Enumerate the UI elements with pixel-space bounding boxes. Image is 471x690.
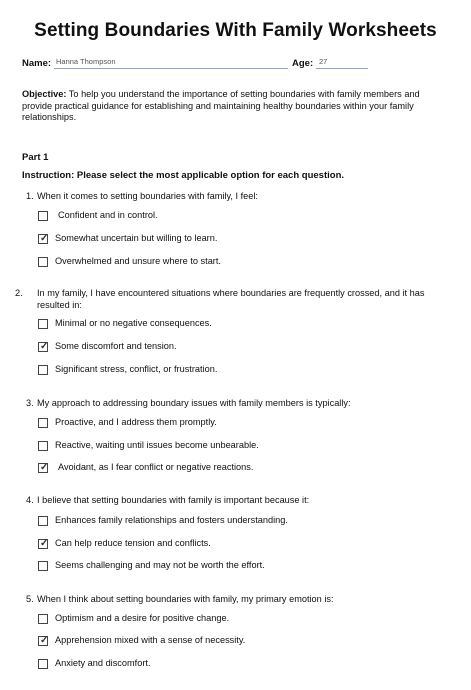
objective-text: To help you understand the importance of setting boundaries with family members and provide practical guidance for establishing and maintaining healthy boundaries within your family relationships.: [22, 89, 420, 122]
objective-paragraph: [22, 89, 452, 124]
page-title: Setting Boundaries With Family Worksheets: [34, 20, 437, 41]
question-5: [26, 594, 446, 606]
question-text: When it comes to setting boundaries with family, I feel:: [37, 191, 258, 201]
checkbox[interactable]: [38, 659, 48, 669]
option-label: Can help reduce tension and conflicts.: [55, 538, 211, 548]
checkbox[interactable]: [38, 636, 48, 646]
option-label: Overwhelmed and unsure where to start.: [55, 256, 221, 266]
checkbox[interactable]: [38, 319, 48, 329]
question-text: I believe that setting boundaries with family is important because it:: [37, 495, 310, 505]
age-value[interactable]: 27: [319, 57, 328, 66]
question-number: 2.: [15, 288, 23, 298]
option-label: Significant stress, conflict, or frustration.: [55, 364, 218, 374]
question-2: [15, 288, 457, 311]
checkbox[interactable]: [38, 441, 48, 451]
age-field[interactable]: [316, 68, 368, 69]
objective-label: Objective:: [22, 89, 67, 99]
checkmark-icon: ✓: [40, 233, 49, 244]
instruction: Instruction: Please select the most applicable option for each question.: [22, 170, 345, 181]
question-1: [26, 191, 446, 203]
question-number: 1.: [26, 191, 34, 201]
checkmark-icon: ✓: [40, 635, 49, 646]
checkmark-icon: ✓: [40, 462, 49, 473]
checkbox[interactable]: [38, 211, 48, 221]
checkbox[interactable]: [38, 463, 48, 473]
checkbox[interactable]: [38, 539, 48, 549]
option-label: Avoidant, as I fear conflict or negative reactions.: [58, 462, 254, 472]
option-label: Optimism and a desire for positive change.: [55, 613, 230, 623]
checkbox[interactable]: [38, 342, 48, 352]
checkbox[interactable]: [38, 257, 48, 267]
option-label: Anxiety and discomfort.: [55, 658, 151, 668]
option-label: Reactive, waiting until issues become unbearable.: [55, 440, 259, 450]
checkbox[interactable]: [38, 516, 48, 526]
option-label: Apprehension mixed with a sense of necessity.: [55, 635, 246, 645]
name-value[interactable]: Hanna Thompson: [56, 57, 116, 66]
option-label: Somewhat uncertain but willing to learn.: [55, 233, 218, 243]
age-label: Age:: [292, 58, 314, 69]
name-label: Name:: [22, 58, 52, 69]
option-label: Confident and in control.: [58, 210, 158, 220]
checkbox[interactable]: [38, 561, 48, 571]
checkmark-icon: ✓: [40, 538, 49, 549]
question-number: 4.: [26, 495, 34, 505]
option-label: Some discomfort and tension.: [55, 341, 177, 351]
option-label: Proactive, and I address them promptly.: [55, 417, 217, 427]
checkbox[interactable]: [38, 365, 48, 375]
question-text: My approach to addressing boundary issues with family members is typically:: [37, 398, 351, 408]
checkbox[interactable]: [38, 234, 48, 244]
question-text: In my family, I have encountered situations where boundaries are frequently crossed, and it has resulted in:: [37, 288, 425, 310]
question-3: [26, 398, 446, 410]
option-label: Enhances family relationships and fosters understanding.: [55, 515, 288, 525]
question-number: 5.: [26, 594, 34, 604]
option-label: Minimal or no negative consequences.: [55, 318, 212, 328]
question-4: [26, 495, 446, 507]
option-label: Seems challenging and may not be worth the effort.: [55, 560, 265, 570]
checkbox[interactable]: [38, 614, 48, 624]
checkmark-icon: ✓: [40, 341, 49, 352]
question-text: When I think about setting boundaries with family, my primary emotion is:: [37, 594, 334, 604]
question-number: 3.: [26, 398, 34, 408]
name-field[interactable]: [54, 68, 288, 69]
part-title: Part 1: [22, 152, 49, 163]
checkbox[interactable]: [38, 418, 48, 428]
